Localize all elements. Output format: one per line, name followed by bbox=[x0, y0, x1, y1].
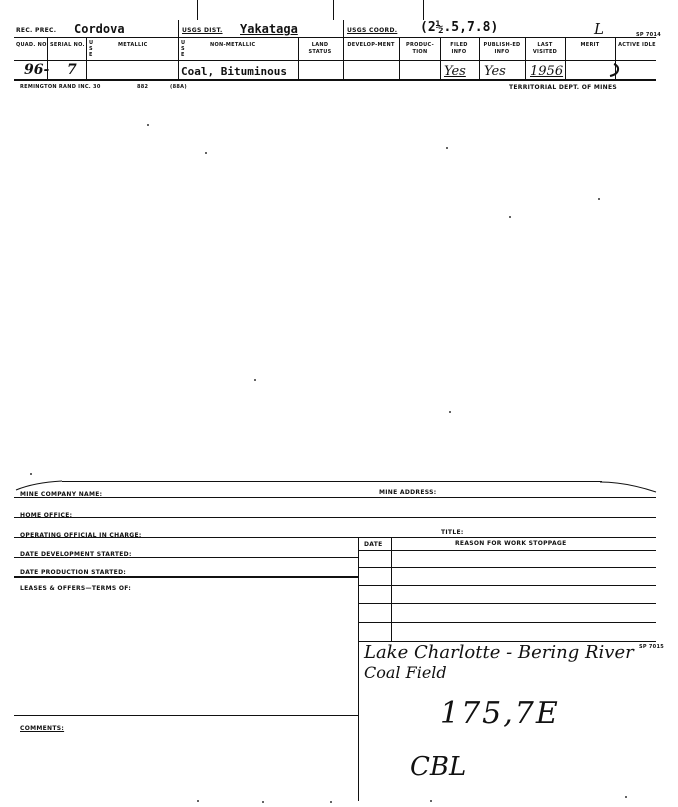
handwritten-number: 175,7E bbox=[440, 696, 560, 731]
col-quad-no: QUAD. NO. bbox=[16, 42, 49, 48]
usgs-dist-label: USGS DIST. bbox=[182, 27, 223, 34]
col-metallic: METALLIC bbox=[118, 42, 148, 48]
handwritten-location-line2: Coal Field bbox=[364, 663, 447, 682]
date-development-started-label: DATE DEVELOPMENT STARTED: bbox=[20, 551, 132, 558]
printer-imprint: REMINGTON RAND INC. 30 bbox=[20, 84, 101, 90]
record-last-visited: 1956 bbox=[530, 64, 564, 79]
leases-offers-label: LEASES & OFFERS—TERMS OF: bbox=[20, 585, 132, 592]
record-non-metallic: Coal, Bituminous bbox=[181, 65, 287, 78]
record-serial-no: 7 bbox=[67, 62, 77, 78]
rec-prec-value: Cordova bbox=[74, 22, 125, 36]
col-use-nonmetallic: U S E bbox=[181, 40, 186, 58]
printer-code: 882 bbox=[137, 84, 149, 90]
rec-prec-label: REC. PREC. bbox=[16, 27, 57, 34]
col-merit: MERIT bbox=[580, 42, 600, 48]
usgs-coord-value: (2½.5,7.8) bbox=[420, 20, 499, 35]
col-land-status: LAND STATUS bbox=[308, 42, 332, 55]
record-published-info: Yes bbox=[484, 64, 506, 79]
usgs-coord-label: USGS COORD. bbox=[347, 27, 398, 34]
col-active-idle: ACTIVE IDLE bbox=[618, 42, 656, 48]
handwritten-location-line1: Lake Charlotte - Bering River bbox=[364, 642, 634, 663]
department-imprint: TERRITORIAL DEPT. OF MINES bbox=[509, 84, 618, 91]
form-number-back: SP 7015 bbox=[639, 644, 665, 650]
title-label: TITLE: bbox=[441, 529, 464, 536]
reason-column-header: REASON FOR WORK STOPPAGE bbox=[455, 540, 567, 547]
usgs-dist-value: Yakataga bbox=[240, 22, 298, 36]
comments-label: COMMENTS: bbox=[20, 725, 65, 732]
col-non-metallic: NON-METALLIC bbox=[210, 42, 256, 48]
date-production-started-label: DATE PRODUCTION STARTED: bbox=[20, 569, 127, 576]
col-production: PRODUC-TION bbox=[406, 42, 434, 55]
card-corner-left bbox=[14, 478, 64, 492]
printer-code-alt: (88A) bbox=[170, 84, 187, 90]
date-column-header: DATE bbox=[364, 541, 383, 548]
col-last-visited: LAST VISITED bbox=[532, 42, 558, 55]
col-serial-no: SERIAL NO. bbox=[50, 42, 85, 48]
operating-official-label: OPERATING OFFICIAL IN CHARGE: bbox=[20, 532, 142, 539]
top-right-mark: L bbox=[594, 20, 604, 38]
record-filed-info: Yes bbox=[444, 64, 466, 79]
col-development: DEVELOP-MENT bbox=[347, 42, 395, 48]
col-filed-info: FILED INFO bbox=[450, 42, 468, 55]
handwritten-initials: CBL bbox=[410, 752, 467, 782]
mine-company-name-label: MINE COMPANY NAME: bbox=[20, 491, 103, 498]
home-office-label: HOME OFFICE: bbox=[20, 512, 73, 519]
col-published-info: PUBLISH-ED INFO bbox=[483, 42, 521, 55]
card-corner bbox=[598, 478, 658, 498]
mine-address-label: MINE ADDRESS: bbox=[379, 489, 437, 496]
form-number-top: SP 7014 bbox=[636, 32, 662, 38]
record-quad-no: 96- bbox=[24, 62, 50, 78]
col-use-metallic: U S E bbox=[89, 40, 94, 58]
